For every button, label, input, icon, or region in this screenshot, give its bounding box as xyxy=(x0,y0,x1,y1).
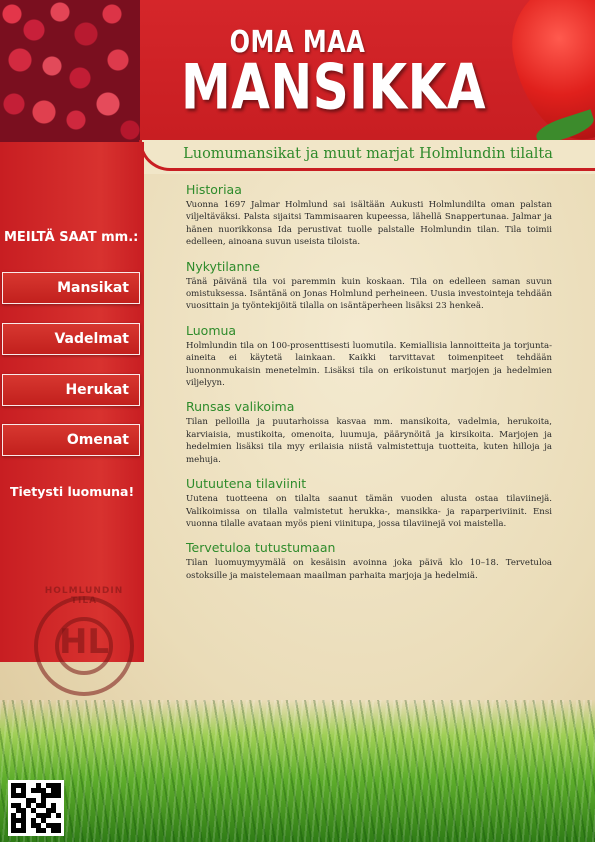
sidebar-footer: Tietysti luomuna! xyxy=(10,484,135,499)
section-heading: Tervetuloa tutustumaan xyxy=(186,540,336,556)
section-nykytilanne xyxy=(186,259,552,313)
subtitle: Luomumansikat ja muut marjat Holmlundin tilalta xyxy=(183,146,553,162)
section-heading: Luomua xyxy=(186,322,237,338)
section-heading: Runsas valikoima xyxy=(186,399,295,415)
sidebar-item-omenat[interactable]: Omenat xyxy=(2,424,140,456)
main-content xyxy=(186,182,552,592)
section-heading: Nykytilanne xyxy=(186,258,260,274)
title-small: OMA MAA xyxy=(229,24,366,60)
sidebar-item-vadelmat[interactable]: Vadelmat xyxy=(2,323,140,355)
section-body: Tilan pelloilla ja puutarhoissa kasvaa mm. mansikoita, vadelmia, herukoita, karviaisia, mustikoita, omenoita, luumuja, päärynöitä ja kirsikoita. Marjojen ja hedelmien lisäksi tila myy erilaisia niistä valmistettuja tuotteita, kuten hilloja ja mehuja. xyxy=(186,417,552,465)
section-historiaa xyxy=(186,182,552,249)
section-runsas-valikoima xyxy=(186,399,552,466)
qr-code-grid xyxy=(11,783,61,833)
section-heading: Historiaa xyxy=(186,182,242,197)
section-body: Holmlundin tila on 100-prosenttisesti luomutila. Kemiallisia lannoitteita ja torjunta-aineita ei käytetä lainkaan. Kaikki tarvittavat toimenpiteet tehdään luonnonmukaisin menetelmin. Lisäksi tila on erikoistunut marjojen ja hedelmien viljelyyn. xyxy=(186,340,552,389)
title-big: MANSIKKA xyxy=(180,50,487,124)
sidebar xyxy=(0,142,144,662)
stamp-letters: HL xyxy=(58,622,110,662)
section-body: Tilan luomuymyymälä on kesäisin avoinna joka päivä klo 10–18. Tervetuloa ostoksille ja maistelemaan maailman parhaita marjoja ja hedelmiä. xyxy=(186,558,552,581)
section-body: Uutena tuotteena on tilalta saanut tämän vuoden alusta ostaa tilaviinejä. Valikoimissa on tilalla valmistetut herukka-, mansikka- ja raparperiviinit. Ensi vuonna tilalle avataan myös pieni viinitupa, jossa tilaviinejä voi maistella. xyxy=(186,494,552,529)
sidebar-item-mansikat[interactable]: Mansikat xyxy=(2,272,140,304)
section-tervetuloa xyxy=(186,540,552,582)
section-body: Tänä päivänä tila voi paremmin kuin koskaan. Tila on edelleen saman suvun omistuksessa. Isäntänä on Jonas Holmlund perheineen. Uusia investointeja tehdään vuosittain ja työntekijöitä tilalla on isäntäperheen lisäksi 23 henkeä. xyxy=(186,276,553,312)
grass-image xyxy=(0,700,595,842)
farm-stamp-logo xyxy=(34,586,134,696)
section-uutuutena-tilaviinit xyxy=(186,476,552,530)
section-body: Vuonna 1697 Jalmar Holmlund sai isältään Aukusti Holmlundilta oman palstan viljeltäväksi. Palsta sijaitsi Tammisaaren kupeessa, lähellä Snappertunaa. Jalmar ja hänen nuorikkonsa Ida perustivat tuolle palstalle Holmlundin tilan. Tila toimii edelleen, ainoana suvun useista tiloista. xyxy=(186,200,552,248)
sidebar-item-herukat[interactable]: Herukat xyxy=(2,374,140,406)
section-luomua xyxy=(186,323,552,390)
stamp-text: HOLMLUNDIN TILA xyxy=(44,586,124,606)
section-heading: Uutuutena tilaviinit xyxy=(186,476,307,492)
qr-code[interactable] xyxy=(8,780,64,836)
header-banner xyxy=(140,0,595,140)
sidebar-title: MEILTÄ SAAT mm.: xyxy=(4,230,139,245)
